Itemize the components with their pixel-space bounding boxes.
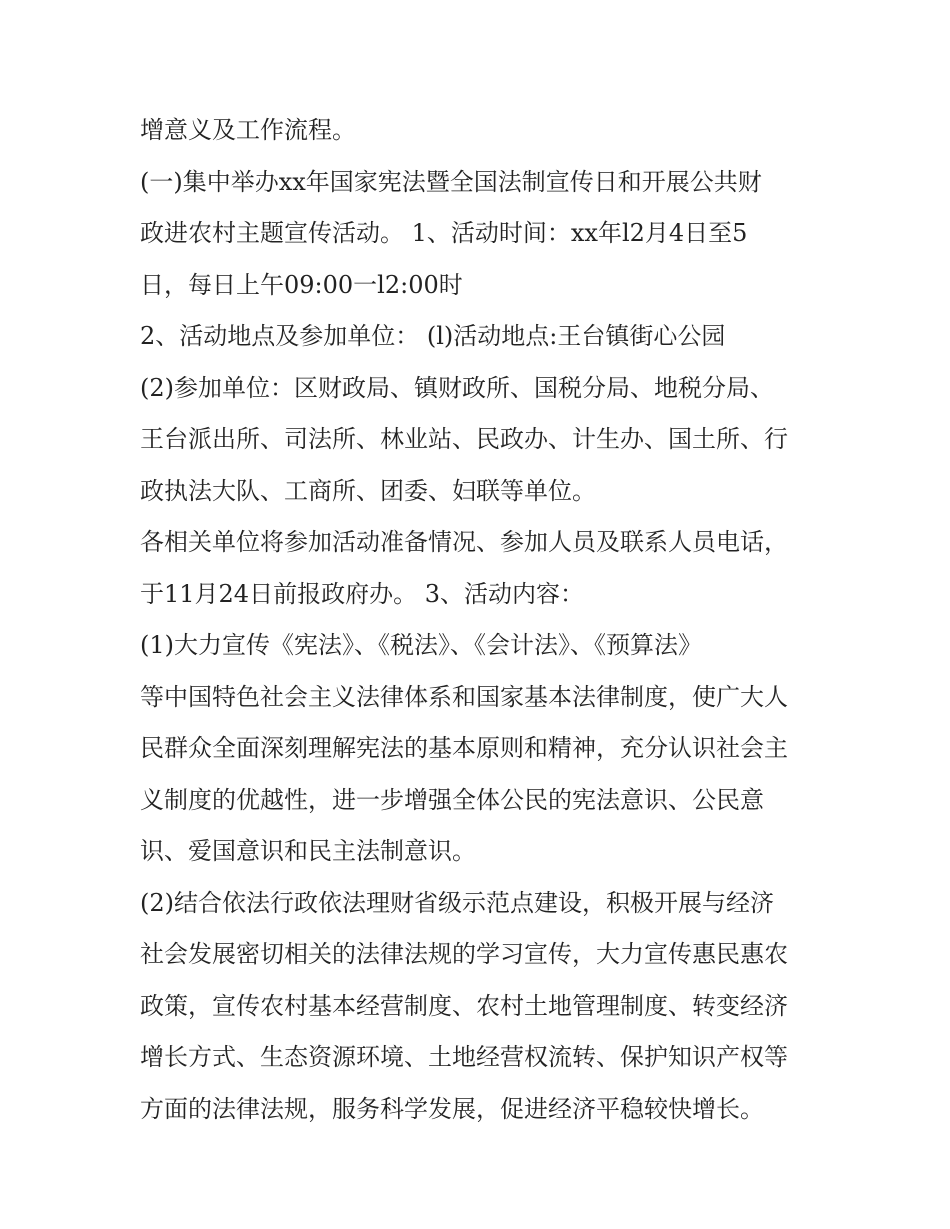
text-line: 义制度的优越性，进一步增强全体公民的宪法意识、公民意 — [140, 785, 764, 814]
text-line: 方面的法律法规，服务科学发展，促进经济平稳较快增长。 — [140, 1094, 764, 1123]
text-line: (2)参加单位：区财政局、镇财政所、国税分局、地税分局、 — [140, 373, 774, 402]
text-line: 识、爱国意识和民主法制意识。 — [140, 837, 476, 865]
text-line: 增长方式、生态资源环境、土地经营权流转、保护知识产权等 — [140, 1043, 788, 1071]
text-line: 日，每日上午09:00一l2:00时 — [140, 270, 463, 299]
document-body — [140, 106, 820, 1136]
text-line: 社会发展密切相关的法律法规的学习宣传，大力宣传惠民惠农 — [140, 940, 788, 968]
text-line: 王台派出所、司法所、林业站、民政办、计生办、国土所、行 — [140, 425, 788, 453]
text-line: (1)大力宣传《宪法》、《税法》、《会计法》、《预算法》 — [140, 631, 702, 659]
text-line: 政进农村主题宣传活动。 1、活动时间：xx年l2月4日至5 — [140, 219, 748, 247]
text-line: 于11月24日前报政府办。 3、活动内容： — [140, 579, 584, 608]
text-line: 政执法大队、工商所、团委、妇联等单位。 — [140, 476, 596, 505]
text-line: 等中国特色社会主义法律体系和国家基本法律制度，使广大人 — [140, 682, 788, 711]
text-line: (一)集中举办xx年国家宪法暨全国法制宣传日和开展公共财 — [140, 167, 762, 196]
text-line: 民群众全面深刻理解宪法的基本原则和精神，充分认识社会主 — [140, 734, 788, 762]
text-line: 2、活动地点及参加单位： (l)活动地点:王台镇街心公园 — [140, 322, 726, 350]
text-line: 政策，宣传农村基本经营制度、农村土地管理制度、转变经济 — [140, 991, 788, 1020]
text-line: 各相关单位将参加活动准备情况、参加人员及联系人员电话， — [140, 528, 788, 556]
text-line: (2)结合依法行政依法理财省级示范点建设，积极开展与经济 — [140, 888, 774, 917]
text-line: 增意义及工作流程。 — [140, 116, 356, 144]
